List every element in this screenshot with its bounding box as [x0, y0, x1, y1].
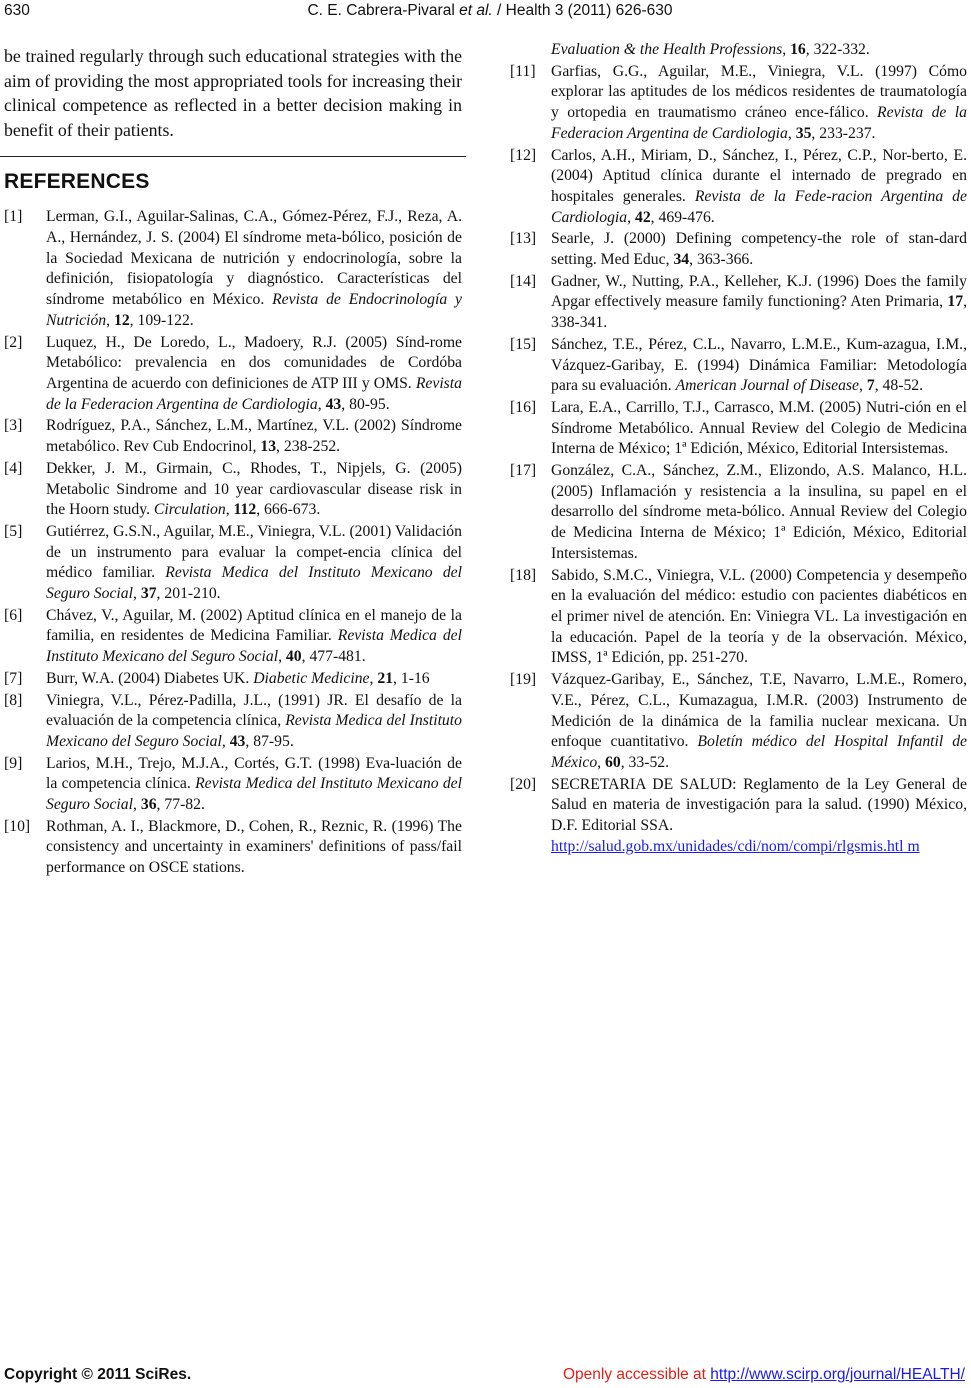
reference-volume: 43: [229, 732, 246, 750]
reference-item: [510, 229, 967, 270]
reference-separator: ,: [597, 753, 606, 771]
reference-number: [5]: [4, 522, 23, 540]
reference-number: [13]: [510, 230, 537, 248]
running-head-title: C. E. Cabrera-Pivaral et al. / Health 3 (2011) 626-630: [307, 2, 673, 19]
reference-pages: , 1-16: [393, 669, 430, 687]
reference-text: Burr, W.A. (2004) Diabetes UK.: [46, 669, 254, 687]
reference-journal: Revista de Endocrinología y Nutrición: [46, 291, 463, 329]
reference-item: [4, 669, 462, 690]
references-list-left: [4, 207, 462, 879]
reference-number: [1]: [4, 208, 23, 226]
running-header: [0, 0, 971, 26]
reference-item: [4, 459, 462, 521]
reference-volume: 42: [634, 208, 651, 226]
reference-pages: , 338-341.: [551, 293, 967, 332]
reference-item: [510, 775, 967, 858]
reference-number: [6]: [4, 606, 23, 624]
references-heading: REFERENCES: [4, 170, 150, 194]
reference-pages: , 238-252.: [276, 438, 341, 456]
reference-volume: 60: [605, 753, 621, 771]
reference-separator: ,: [369, 669, 378, 687]
reference-text: Gadner, W., Nutting, P.A., Kelleher, K.J. (1996) Does the family Apgar effectively measure family functioning? Aten Primaria,: [551, 272, 967, 311]
reference-item: [4, 606, 462, 668]
reference-number: [11]: [510, 62, 536, 80]
reference-journal: American Journal of Disease: [675, 377, 860, 395]
reference-number: [12]: [510, 146, 537, 164]
reference-item: [510, 670, 967, 774]
reference-pages: , 666-673.: [256, 501, 321, 519]
reference-journal: Revista de la Federacion Argentina de Cardiologia: [551, 104, 967, 142]
reference-item: [510, 398, 967, 460]
reference-item: [510, 272, 967, 334]
reference-text: Dekker, J. M., Girmain, C., Rhodes, T., Nipjels, G. (2005) Metabolic Sindrome and 10 year cardiovascular disease risk in the Hoorn study.: [46, 459, 462, 519]
reference-volume: 112: [233, 501, 257, 519]
reference-text: Vázquez-Garibay, E., Sánchez, T.E, Navarro, L.M.E., Romero, V.E., Pérez, C.L., Kumazagua, I.M.R. (2003) Instrumento de Medición de la dinámica de la familia nuclear mexicana. Un enfoque cuantitativo.: [551, 671, 967, 751]
reference-number: [14]: [510, 272, 537, 290]
reference-text: Larios, M.H., Trejo, M.J.A., Cortés, G.T. (1998) Eva-luación de la competencia clínica.: [46, 754, 462, 793]
reference-continuation: Evaluation & the Health Professions, 16, 322-332.: [551, 41, 870, 58]
reference-text: Lara, E.A., Carrillo, T.J., Carrasco, M.M. (2005) Nutri-ción en el Síndrome Metabólico. Annual Review del Colegio de Medicina Interna de México; 1ª Edición, México, Editorial Intersistemas.: [551, 398, 967, 458]
section-divider: [0, 156, 466, 157]
reference-separator: ,: [787, 124, 796, 142]
reference-journal: Revista Medica del Instituto Mexicano del Seguro Social: [46, 775, 462, 814]
reference-text: SECRETARIA DE SALUD: Reglamento de la Ley General de Salud en materia de investigación para la salud. (1990) México, D.F. Editorial SSA.: [551, 775, 967, 835]
open-access-notice: Openly accessible at http://www.scirp.org/journal/HEALTH/: [562, 1366, 965, 1383]
reference-item: [4, 333, 462, 416]
copyright-notice: Copyright © 2011 SciRes.: [4, 1366, 192, 1383]
reference-item: [4, 522, 462, 605]
reference-text: Luquez, H., De Loredo, L., Madoery, R.J. (2005) Sínd-rome Metabólico: prevalencia en dos comunidades de Cordóba Argentina de acuerdo con definiciones de ATP III y OMS.: [46, 333, 462, 392]
reference-separator: ,: [317, 395, 326, 413]
reference-journal: Revista Medica del Instituto Mexicano del Seguro Social: [46, 564, 462, 603]
reference-journal: Revista Medica del Instituto Mexicano del Seguro Social: [46, 627, 462, 666]
reference-number: [9]: [4, 754, 23, 772]
reference-volume: 40: [285, 648, 302, 666]
reference-number: [16]: [510, 398, 537, 416]
reference-pages: , 477-481.: [301, 648, 366, 666]
reference-pages: , 77-82.: [156, 796, 205, 814]
page-number: 630: [4, 2, 30, 19]
reference-separator: ,: [221, 732, 230, 750]
reference-volume: 7: [866, 377, 875, 395]
page-footer: [0, 1366, 971, 1388]
right-column: [510, 40, 967, 858]
reference-text: Searle, J. (2000) Defining competency-the role of stan-dard setting. Med Educ,: [551, 230, 967, 269]
reference-volume: 12: [113, 311, 130, 329]
reference-pages: , 87-95.: [245, 732, 294, 750]
reference-number: [19]: [510, 671, 537, 689]
reference-item: [510, 335, 967, 397]
reference-text: Carlos, A.H., Miriam, D., Sánchez, I., Pérez, C.P., Nor-berto, E. (2004) Aptitud clínica durante el internado de pregrado en hospitales generales.: [551, 146, 967, 205]
reference-number: [10]: [4, 817, 31, 835]
reference-volume: 21: [377, 669, 394, 687]
reference-volume: 13: [260, 438, 277, 456]
reference-separator: ,: [627, 208, 635, 226]
reference-pages: , 109-122.: [129, 311, 194, 329]
reference-item: [4, 754, 462, 816]
reference-volume: 34: [673, 251, 690, 269]
reference-journal: Circulation: [153, 501, 226, 519]
reference-volume: 35: [795, 124, 812, 142]
reference-volume: 17: [947, 293, 964, 311]
reference-text: Sabido, S.M.C., Viniegra, V.L. (2000) Competencia y desempeño en la evaluación del médico: estudio con pacientes diabéticos en el primer nivel de atención. En: Viniegra VL. La investigación en la educación. Papel de la teoría y de la observación. México, IMSS, 1ª Edición, pp. 251-270.: [551, 566, 967, 667]
reference-number: [7]: [4, 669, 23, 687]
reference-text: Viniegra, V.L., Pérez-Padilla, J.L., (1991) JR. El desafío de la evaluación de la competencia clínica,: [46, 691, 462, 730]
reference-text: Sánchez, T.E., Pérez, C.L., Navarro, L.M.E., Kum-azagua, I.M., Vázquez-Garibay, E. (1994) Dinámica Familiar: Metodología para su evaluación.: [551, 335, 967, 395]
reference-link[interactable]: http://salud.gob.mx/unidades/cdi/nom/compi/rlgsmis.htl m: [551, 837, 920, 855]
reference-separator: ,: [106, 311, 114, 329]
reference-item: [4, 416, 462, 457]
reference-journal: Revista de la Federacion Argentina de Cardiologia: [46, 375, 462, 413]
reference-journal: Diabetic Medicine: [253, 669, 370, 687]
reference-journal: Revista Medica del Instituto Mexicano del Seguro Social: [46, 712, 462, 750]
reference-separator: ,: [278, 648, 286, 666]
reference-item: [510, 566, 967, 670]
reference-pages: , 363-366.: [689, 251, 754, 269]
reference-text: Rodríguez, P.A., Sánchez, L.M., Martínez, V.L. (2002) Síndrome metabólico. Rev Cub Endocrinol,: [46, 417, 462, 456]
reference-pages: , 233-237.: [811, 124, 876, 142]
references-list-right: [510, 62, 967, 858]
reference-journal: Boletín médico del Hospital Infantil de México: [551, 733, 967, 771]
reference-number: [3]: [4, 417, 23, 435]
reference-number: [15]: [510, 335, 537, 353]
reference-number: [4]: [4, 459, 23, 477]
reference-text: Rothman, A. I., Blackmore, D., Cohen, R., Reznic, R. (1996) The consistency and uncertainty in examiners' definitions of pass/fail performance on OSCE stations.: [46, 817, 462, 877]
reference-pages: , 80-95.: [341, 395, 390, 413]
reference-journal: Revista de la Fede-racion Argentina de Cardiologia: [551, 187, 967, 226]
reference-number: [8]: [4, 691, 23, 709]
left-column: [4, 44, 462, 880]
reference-volume: 36: [140, 796, 157, 814]
reference-item: [510, 461, 967, 565]
reference-item: [510, 62, 967, 145]
reference-volume: 37: [140, 585, 157, 603]
reference-pages: , 469-476.: [650, 208, 715, 226]
reference-number: [18]: [510, 566, 537, 584]
reference-separator: ,: [133, 585, 141, 603]
reference-separator: ,: [133, 796, 141, 814]
reference-text: Gutiérrez, G.S.N., Aguilar, M.E., Viniegra, V.L. (2001) Validación de un instrumento para evaluar la compet-encia clínica del médico familiar.: [46, 522, 462, 582]
reference-item: [4, 817, 462, 879]
reference-item: [510, 146, 967, 229]
reference-text: Chávez, V., Aguilar, M. (2002) Aptitud clínica en el manejo de la familia, en residentes de Medicina Familiar.: [46, 606, 462, 645]
reference-separator: ,: [859, 377, 867, 395]
reference-pages: , 48-52.: [874, 377, 924, 395]
reference-number: [17]: [510, 462, 537, 480]
reference-pages: , 33-52.: [620, 753, 670, 771]
reference-text: Garfias, G.G., Aguilar, M.E., Viniegra, V.L. (1997) Cómo explorar las aptitudes de los médicos residentes de traumatología y ortopedia en traumatismo cráneo ence-fálico.: [551, 62, 967, 122]
intro-paragraph: be trained regularly through such educational strategies with the aim of providing the most appropriated tools for increasing their clinical competence as reflected in a better decision making in benefit of their patients.: [4, 46, 462, 140]
reference-item: [4, 691, 462, 753]
reference-text: González, C.A., Sánchez, Z.M., Elizondo, A.S. Malanco, H.L. (2005) Inflamación y resistencia a la insulina, su papel en el desarrollo del síndrome meta-bólico. Annual Review del Colegio de Medicina Interna de México; 1ª Edición, México, Editorial Intersistemas.: [551, 462, 967, 562]
reference-volume: 43: [325, 395, 342, 413]
reference-pages: , 201-210.: [156, 585, 221, 603]
reference-number: [20]: [510, 775, 537, 793]
journal-url-link[interactable]: http://www.scirp.org/journal/HEALTH/: [710, 1366, 965, 1383]
reference-number: [2]: [4, 333, 23, 351]
reference-separator: ,: [225, 501, 234, 519]
reference-item: [4, 207, 462, 331]
reference-text: Lerman, G.I., Aguilar-Salinas, C.A., Gómez-Pérez, F.J., Reza, A. A., Hernández, J. S. (2004) El síndrome meta-bólico, posición de la Sociedad Mexicana de nutrición y endocrinología, sobre la definición, fisiopatología y diagnóstico. Características del síndrome metabólico en México.: [46, 208, 462, 309]
